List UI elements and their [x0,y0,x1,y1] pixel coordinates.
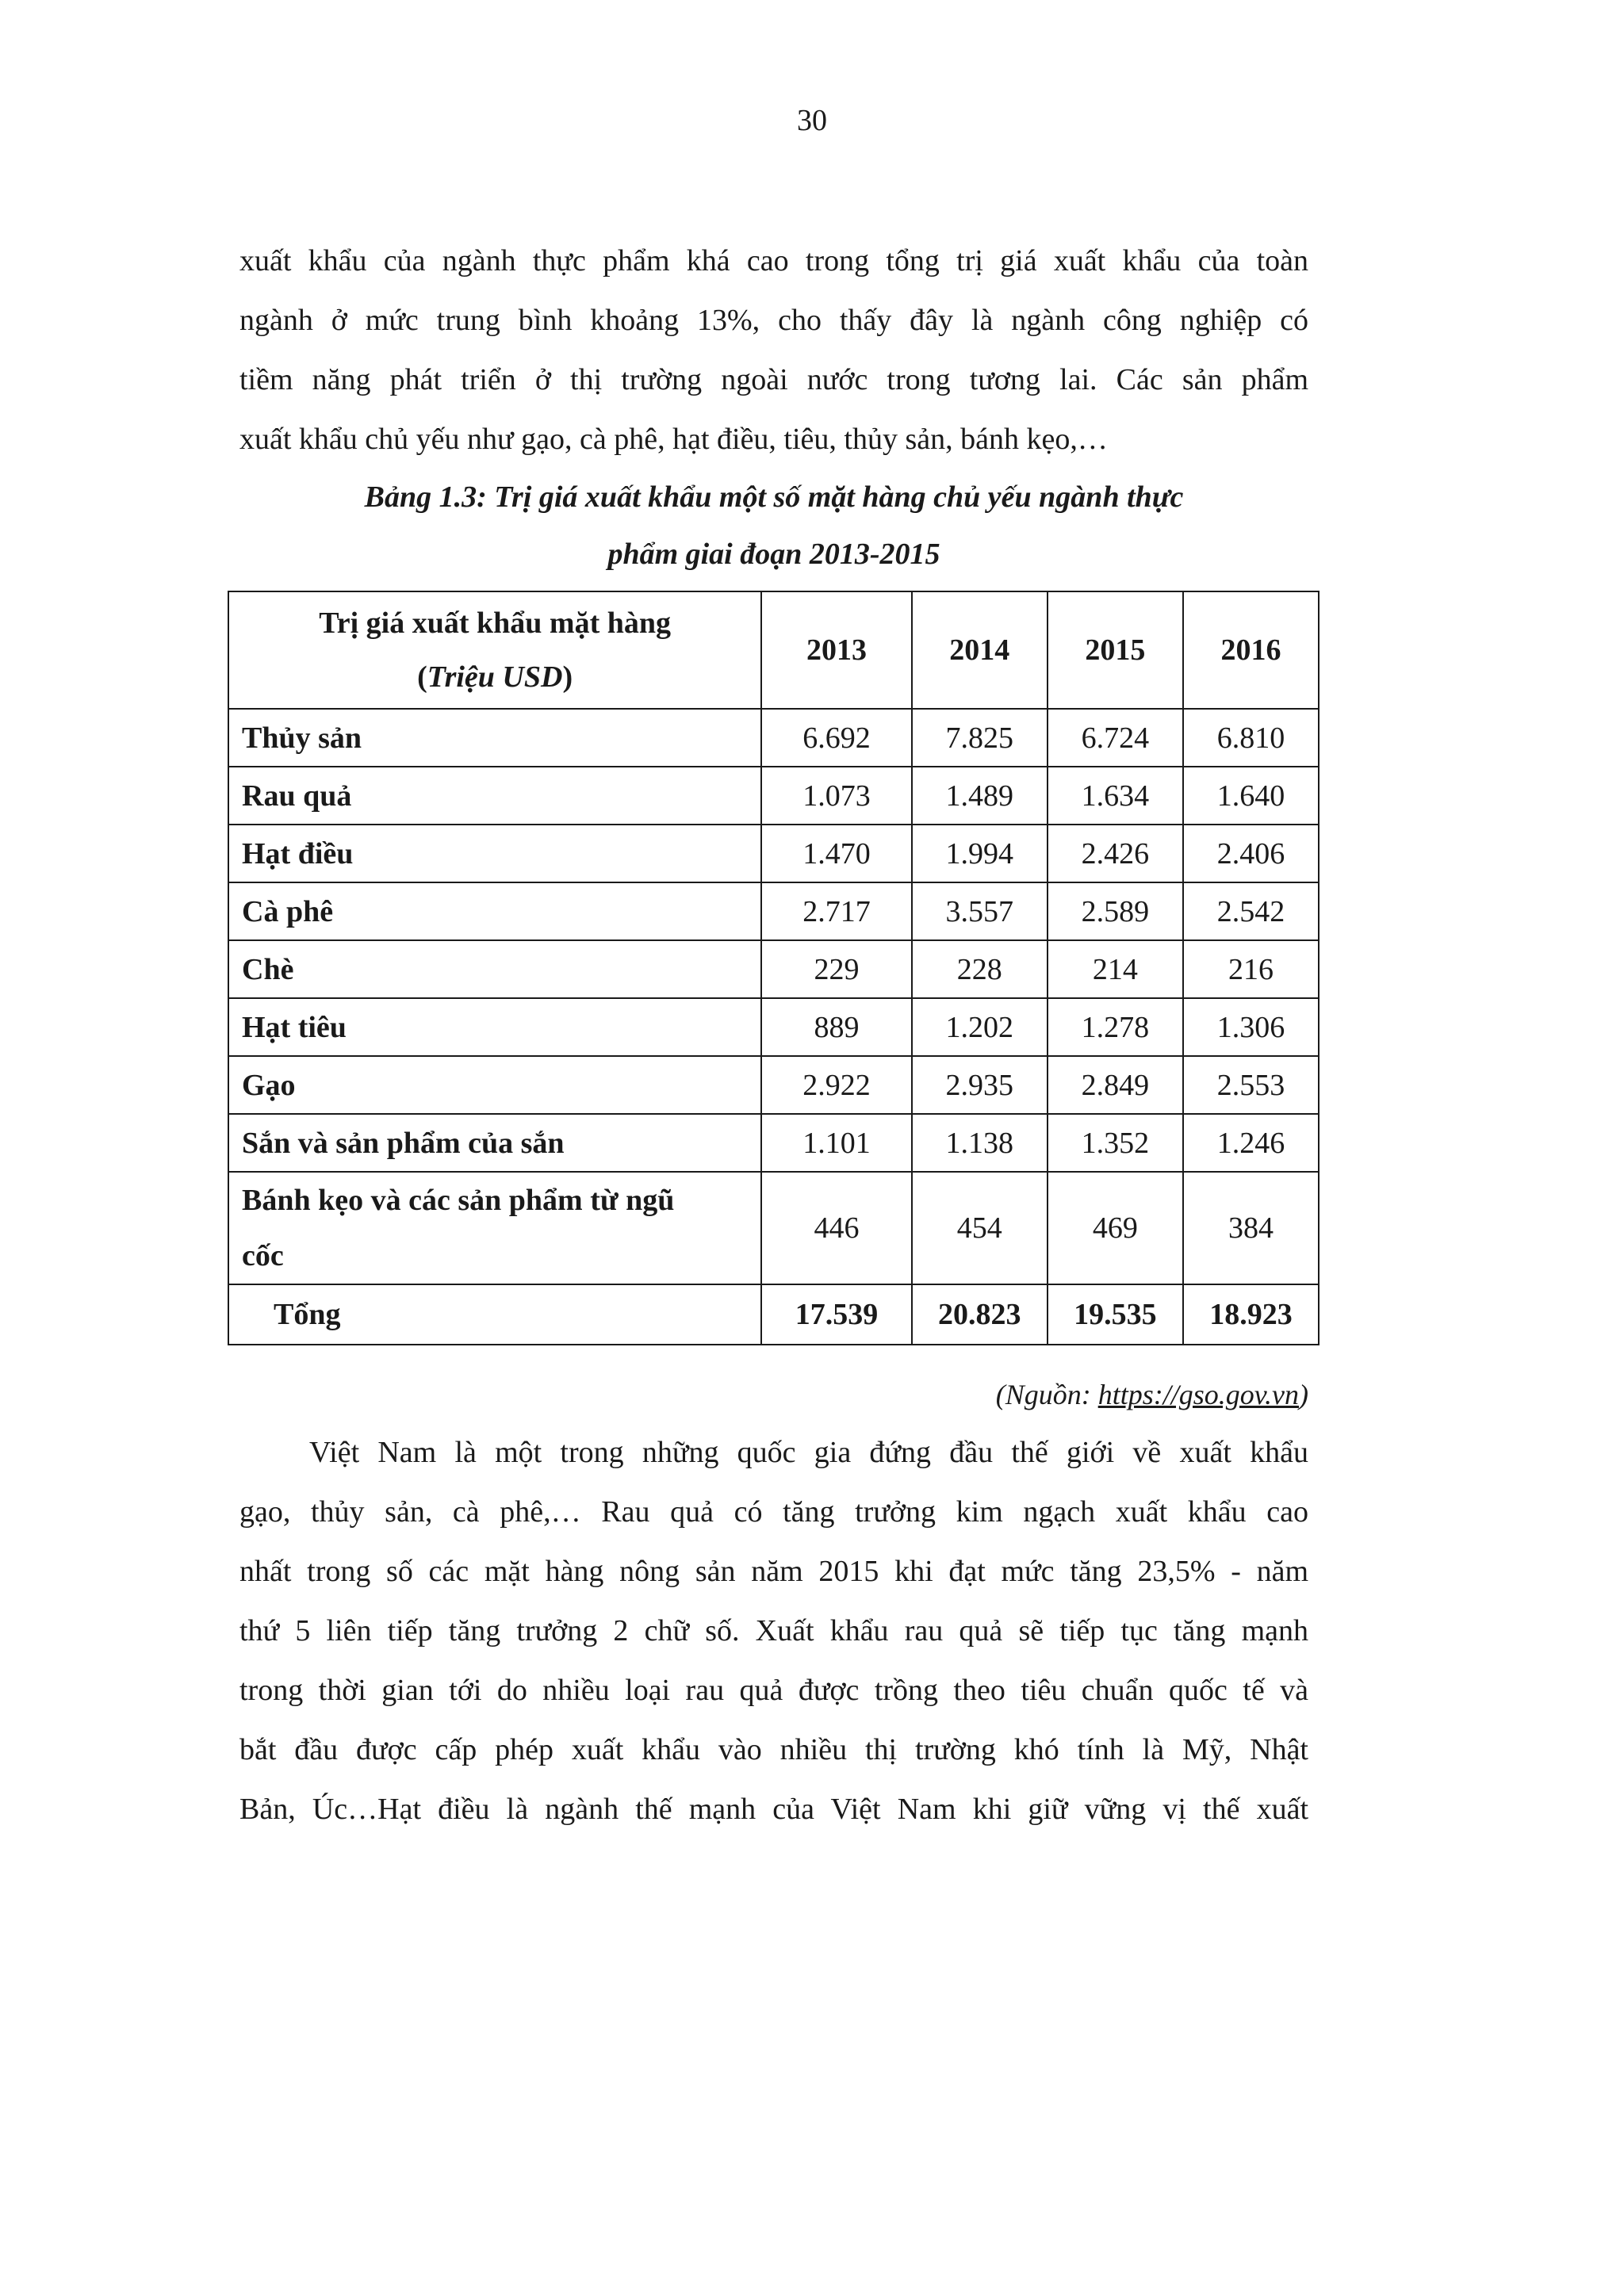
row-label-line-1: Bánh kẹo và các sản phẩm từ ngũ [242,1184,675,1217]
table-row [228,998,1319,1056]
cell-value: 216 [1183,940,1319,998]
cell-value: 1.640 [1183,767,1319,825]
paragraph-line: thứ 5 liên tiếp tăng trưởng 2 chữ số. Xuất khẩu rau quả sẽ tiếp tục tăng mạnh [239,1614,1308,1647]
cell-value: 2.553 [1183,1056,1319,1114]
total-value: 20.823 [912,1284,1048,1345]
row-label: Thủy sản [228,709,761,767]
paragraph-line: tiềm năng phát triển ở thị trường ngoài nước trong tương lai. Các sản phẩm [239,363,1308,396]
cell-value: 1.138 [912,1114,1048,1172]
table-row [228,940,1319,998]
total-value: 18.923 [1183,1284,1319,1345]
header-year: 2013 [761,591,911,709]
paragraph-line: Bản, Úc…Hạt điều là ngành thế mạnh của Việt Nam khi giữ vững vị thế xuất [239,1793,1308,1826]
header-unit: Triệu USD [427,660,563,694]
source-label: Nguồn: [1005,1379,1098,1410]
page-number: 30 [797,104,827,137]
cell-value: 446 [761,1172,911,1284]
cell-value: 2.406 [1183,825,1319,882]
cell-value: 229 [761,940,911,998]
cell-value: 1.306 [1183,998,1319,1056]
header-year: 2015 [1048,591,1183,709]
row-label [228,1172,761,1284]
header-year: 2014 [912,591,1048,709]
total-value: 17.539 [761,1284,911,1345]
cell-value: 1.352 [1048,1114,1183,1172]
cell-value: 1.101 [761,1114,911,1172]
cell-value: 6.692 [761,709,911,767]
row-label-line-2: cốc [242,1239,284,1272]
paragraph-line: xuất khẩu của ngành thực phẩm khá cao trong tổng trị giá xuất khẩu của toàn [239,244,1308,277]
paragraph-line: Việt Nam là một trong những quốc gia đứng đầu thế giới về xuất khẩu [309,1436,1308,1469]
cell-value: 469 [1048,1172,1183,1284]
table-total-row [228,1284,1319,1345]
cell-value: 2.589 [1048,882,1183,940]
cell-value: 2.849 [1048,1056,1183,1114]
cell-value: 2.426 [1048,825,1183,882]
source-link[interactable]: https://gso.gov.vn [1097,1379,1299,1410]
cell-value: 6.724 [1048,709,1183,767]
table-row [228,882,1319,940]
header-label-line-2: (Triệu USD) [417,660,573,694]
header-label-line-1: Trị giá xuất khẩu mặt hàng [319,607,671,640]
body-paragraph [239,1423,1308,1839]
table-row [228,767,1319,825]
cell-value: 1.246 [1183,1114,1319,1172]
cell-value: 2.717 [761,882,911,940]
cell-value: 2.935 [912,1056,1048,1114]
row-label: Chè [228,940,761,998]
paragraph-line: trong thời gian tới do nhiều loại rau quả được trồng theo tiêu chuẩn quốc tế và [239,1674,1308,1707]
table-row [228,709,1319,767]
cell-value: 889 [761,998,911,1056]
row-label: Sắn và sản phẩm của sắn [228,1114,761,1172]
cell-value: 1.994 [912,825,1048,882]
paragraph-line: ngành ở mức trung bình khoảng 13%, cho thấy đây là ngành công nghiệp có [239,304,1308,337]
table-row [228,825,1319,882]
cell-value: 1.634 [1048,767,1183,825]
cell-value: 384 [1183,1172,1319,1284]
table-row [228,1172,1319,1284]
table-caption-line-1: Bảng 1.3: Trị giá xuất khẩu một số mặt hàng chủ yếu ngành thực [364,480,1184,514]
table-row [228,1056,1319,1114]
paragraph-line: xuất khẩu chủ yếu như gạo, cà phê, hạt điều, tiêu, thủy sản, bánh kẹo,… [239,423,1108,456]
table-header-row [228,591,1319,709]
cell-value: 1.278 [1048,998,1183,1056]
row-label: Hạt điều [228,825,761,882]
cell-value: 2.922 [761,1056,911,1114]
row-label: Cà phê [228,882,761,940]
cell-value: 1.073 [761,767,911,825]
cell-value: 1.470 [761,825,911,882]
cell-value: 454 [912,1172,1048,1284]
paragraph-line: bắt đầu được cấp phép xuất khẩu vào nhiều thị trường khó tính là Mỹ, Nhật [239,1733,1308,1766]
cell-value: 214 [1048,940,1183,998]
export-value-table [228,591,1320,1345]
table-source: (Nguồn: https://gso.gov.vn) [995,1379,1308,1410]
header-label-cell [228,591,761,709]
cell-value: 228 [912,940,1048,998]
header-year: 2016 [1183,591,1319,709]
cell-value: 1.489 [912,767,1048,825]
intro-paragraph [239,232,1308,469]
row-label: Hạt tiêu [228,998,761,1056]
total-label: Tổng [228,1284,761,1345]
cell-value: 2.542 [1183,882,1319,940]
table-caption-line-2: phẩm giai đoạn 2013-2015 [607,538,940,571]
cell-value: 3.557 [912,882,1048,940]
cell-value: 6.810 [1183,709,1319,767]
total-value: 19.535 [1048,1284,1183,1345]
cell-value: 7.825 [912,709,1048,767]
paragraph-line: gạo, thủy sản, cà phê,… Rau quả có tăng trưởng kim ngạch xuất khẩu cao [239,1495,1308,1529]
row-label: Gạo [228,1056,761,1114]
paragraph-line: nhất trong số các mặt hàng nông sản năm 2015 khi đạt mức tăng 23,5% - năm [239,1555,1308,1588]
table-row [228,1114,1319,1172]
cell-value: 1.202 [912,998,1048,1056]
row-label: Rau quả [228,767,761,825]
